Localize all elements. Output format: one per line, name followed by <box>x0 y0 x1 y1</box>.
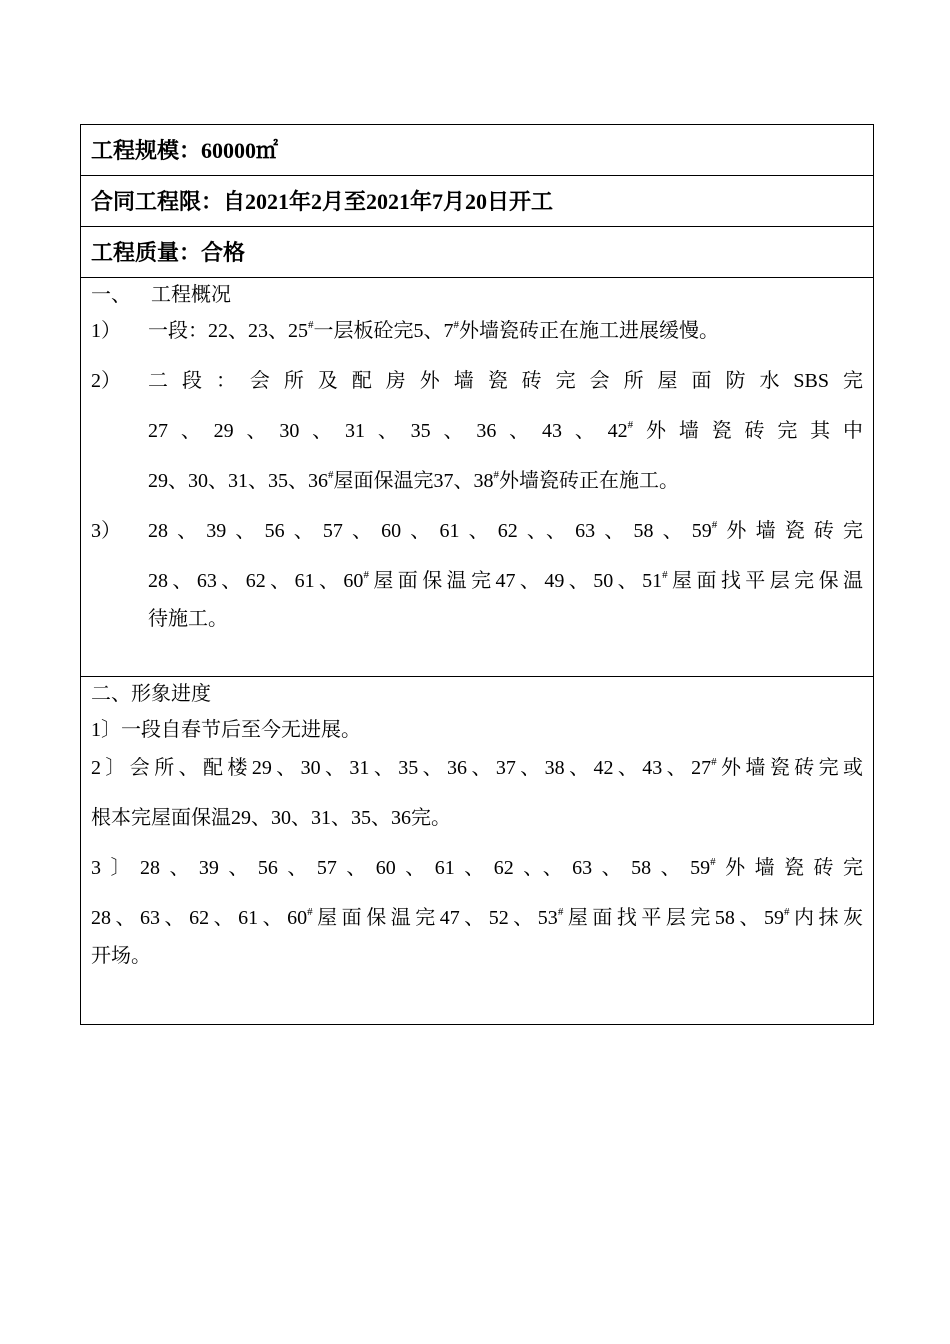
overview-title: 一、 工程概况 <box>91 284 231 306</box>
overview-item-2 <box>91 356 863 506</box>
item-text: 一段：22、23、25#一层板砼完5、7#外墙瓷砖正在施工进展缓慢。 <box>148 319 719 342</box>
overview-section <box>81 278 873 677</box>
overview-item-1 <box>91 318 863 344</box>
item-text: 二段：会所及配房外墙瓷砖完会所屋面防水SBS完 27、29、30、31、35、36、43、42#外墙瓷砖完其中 29、30、31、35、36#屋面保温完37、38#外墙瓷砖正在施工。 <box>148 370 864 492</box>
item-number: 3） <box>91 520 121 542</box>
progress-item-1: 1〕一段自春节后至今无进展。 <box>91 719 361 741</box>
quality-row <box>81 227 873 278</box>
report-table <box>80 124 874 1025</box>
progress-title: 二、形象进度 <box>91 683 211 705</box>
contract-period: 合同工程限：自2021年2月至2021年7月20日开工 <box>91 189 554 214</box>
contract-period-row <box>81 176 873 227</box>
overview-item-3 <box>91 506 863 632</box>
progress-section <box>81 677 873 1024</box>
item-number: 2） <box>91 370 121 392</box>
item-text: 28、39、56、57、60、61、62、、63、58、59#外墙瓷砖完 28、63、62、61、60#屋面保温完47、49、50、51#屋面找平层完保温 待施工。 <box>148 519 864 630</box>
scale-row <box>81 125 873 176</box>
item-number: 1） <box>91 320 121 342</box>
progress-item-2: 2〕会所、配楼29、30、31、35、36、37、38、42、43、27#外墙瓷砖完或 根本完屋面保温29、30、31、35、36完。 <box>91 756 864 829</box>
project-scale: 工程规模：60000㎡ <box>91 138 279 163</box>
project-quality: 工程质量：合格 <box>91 240 246 265</box>
progress-item-3: 3〕28、39、56、57、60、61、62、、63、58、59#外墙瓷砖完 28、63、62、61、60#屋面保温完47、52、53#屋面找平层完58、59#内抹灰 开场。 <box>91 856 864 967</box>
